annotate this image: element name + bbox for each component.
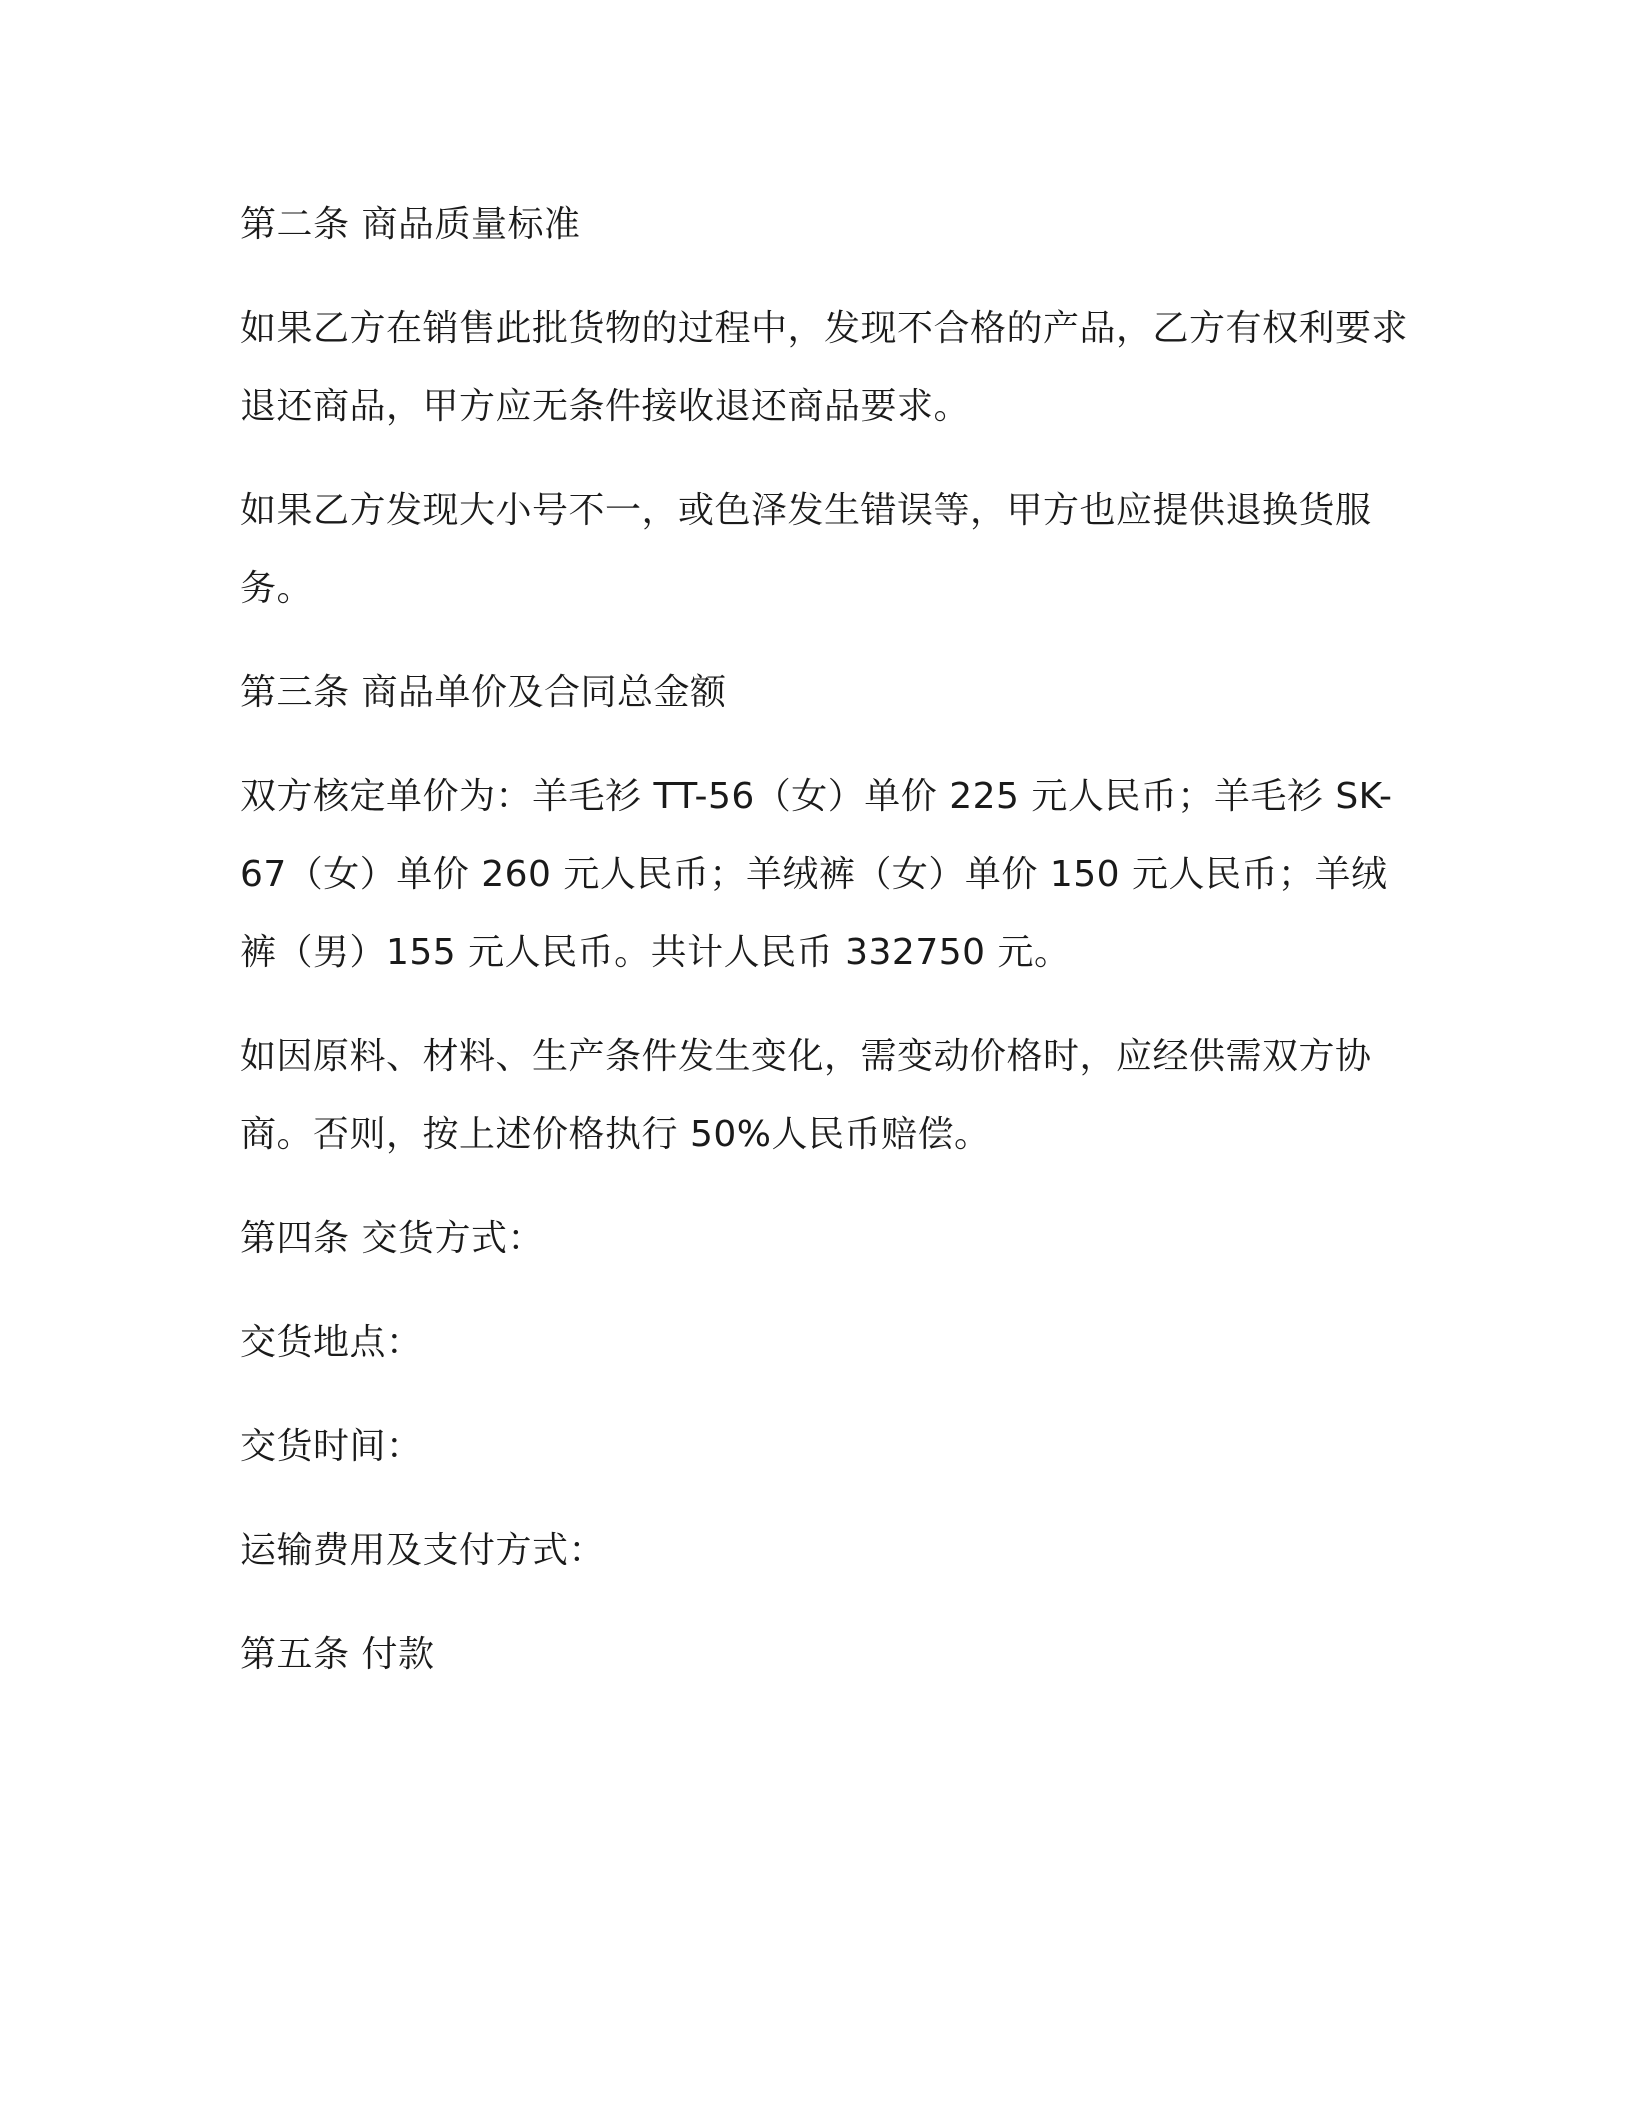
article-2-paragraph-2: 如果乙方发现大小号不一，或色泽发生错误等，甲方也应提供退换货服务。 (240, 490, 1372, 609)
article-3-paragraph-1: 双方核定单价为：羊毛衫 TT-56（女）单价 225 元人民币；羊毛衫 SK-67（女）单价 260 元人民币；羊绒裤（女）单价 150 元人民币；羊绒裤（男）155 元人民币。共计人民币 332750 元。 (240, 776, 1393, 973)
delivery-time-label: 交货时间： (240, 1426, 423, 1467)
freight-payment-label: 运输费用及支付方式： (240, 1530, 606, 1571)
article-2-paragraph-1: 如果乙方在销售此批货物的过程中，发现不合格的产品，乙方有权利要求退还商品，甲方应无条件接收退还商品要求。 (240, 308, 1409, 427)
article-2-heading: 第二条 商品质量标准 (240, 204, 581, 245)
delivery-location-label: 交货地点： (240, 1322, 423, 1363)
article-3-heading: 第三条 商品单价及合同总金额 (240, 672, 727, 713)
article-5-heading: 第五条 付款 (240, 1634, 435, 1675)
article-3-paragraph-2: 如因原料、材料、生产条件发生变化，需变动价格时，应经供需双方协商。否则，按上述价格执行 50%人民币赔偿。 (240, 1036, 1372, 1155)
document-body (240, 186, 1410, 1720)
article-4-heading: 第四条 交货方式： (240, 1218, 544, 1259)
